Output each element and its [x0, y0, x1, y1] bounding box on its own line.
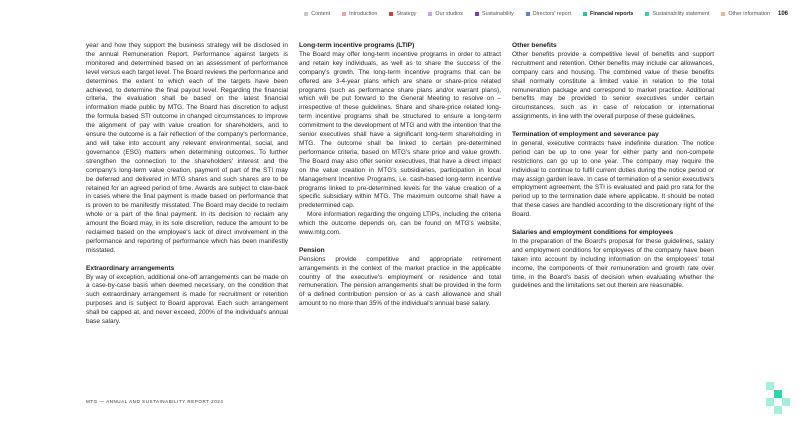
- nav-item-label: Content: [311, 11, 331, 17]
- paragraph-sti-continued: year and how they support the business strategy will be disclosed in the annual Remuneration Report. Performance against targets is monitored and determined based on an assessment of performance level versus each target level. The Board reviews the performance and determines the extent to which each of the targets have been achieved, to determine the final payout level. Regarding the financial criteria, the evaluation shall be based on the latest financial information made public by MTG. The Board has discretion to adjust the formula based STI outcome in changed circumstances to improve the alignment of pay with value creation for shareholders, and to ensure the outcome is a fair reflection of the company's performance, and will take into account any relevant environmental, social, and governance (ESG) matters when determining outcomes. To further strengthen the connection to the shareholders' interest and the company's long-term value creation, payment of part of the STI may be deferred and delivered in MTG shares and such shares are to be retained for an agreed period of time. Awards are subject to claw-back in cases where the final payment is made based on performance that is proven to be manifestly misstated. The Board may decide to reclaim whole or a part of the final payment. In its decision to reclaim any amount the Board may, in its sole discretion, reduce the amount to be reclaimed based on the employee's lack of direct involvement in the performance and reporting of performance which has been manifestly misstated.: [86, 42, 288, 254]
- nav-item-label: Introduction: [349, 11, 378, 17]
- text-column-2: [299, 42, 501, 309]
- nav-item-label: Directors' report: [532, 11, 571, 17]
- text-column-1: [86, 42, 288, 327]
- heading-ltip: Long-term incentive programs (LTIP): [299, 42, 415, 49]
- deco-square: [782, 398, 790, 406]
- nav-color-swatch: [304, 12, 308, 16]
- deco-square: [774, 390, 782, 398]
- nav-color-swatch: [645, 12, 649, 16]
- nav-item-label: Strategy: [396, 11, 417, 17]
- paragraph-ltip-more-info: More information regarding the ongoing LTIPs, including the criteria which the outcome depends on, can be found on MTG's website, www.mtg.com.: [299, 211, 501, 237]
- nav-color-swatch: [342, 12, 346, 16]
- nav-color-swatch: [475, 12, 479, 16]
- paragraph-pension: Pensions provide competitive and appropriate retirement arrangements in the context of the market practice in the applicable country of the executive's employment or residence and total remuneration. The pension arrangements shall be provided in the form of a defined contribution pension or as a cash allowance and shall amount to no more than 35% of the individual's annual base salary.: [299, 255, 501, 308]
- heading-salaries-employment: Salaries and employment conditions for employees: [512, 229, 674, 236]
- heading-termination: Termination of employment and severance pay: [512, 131, 659, 139]
- nav-item-introduction[interactable]: [342, 11, 377, 17]
- nav-item-directors-report[interactable]: [526, 11, 571, 17]
- top-navigation: [304, 11, 788, 17]
- paragraph-ltip: The Board may offer long-term incentive programs in order to attract and retain key individuals, as well as to share the success of the company's growth. The long-term incentive programs that can be offered are 3-4-year plans which are share or share-price related programs (such as performance share plans and/or warrant plans), which will be put forward to the General Meeting to resolve on – irrespective of these guidelines. Share and share-price related long-term incentive programs shall be structured to ensure a long-term commitment to the development of MTG and with the intention that the senior executives shall have a significant long-term shareholding in MTG. The outcome shall be linked to certain pre-determined performance criteria, based on MTG's share price and value growth. The Board may also offer senior executives, that have a direct impact on the value creation in MTG's subsidiaries, participation in local Management Incentive Programs, i.e. cash-based long-term incentive programs linked to pre-determined levels for the value creation of a specific subsidiary within MTG. The maximum outcome shall have a predetermined cap.: [299, 50, 501, 210]
- heading-extraordinary-arrangements: Extraordinary arrangements: [86, 264, 175, 272]
- nav-item-financial-reports[interactable]: [583, 11, 633, 17]
- nav-color-swatch: [389, 12, 393, 16]
- nav-item-other-information[interactable]: [721, 11, 770, 17]
- text-column-3: [512, 42, 714, 291]
- deco-square: [766, 398, 774, 406]
- deco-square: [766, 382, 774, 390]
- nav-item-sustainability-statement[interactable]: [645, 11, 709, 17]
- paragraph-other-benefits: Other benefits provide a competitive level of benefits and support recruitment and retention. Other benefits may include car allowances, company cars and housing. The combined value of these benefits shall normally constitute a limited value in relation to the total remuneration package and correspond to market practice. Additional benefits may be provided to senior executives under certain circumstances, such as in case of relocation or international assignments, in line with the overall purpose of these guidelines.: [512, 50, 714, 121]
- deco-square: [774, 406, 782, 414]
- nav-item-label: Our studios: [435, 11, 463, 17]
- page-footer: MTG — ANNUAL AND SUSTAINABILITY REPORT 2024: [86, 399, 224, 404]
- nav-item-strategy[interactable]: [389, 11, 416, 17]
- nav-color-swatch: [583, 12, 587, 16]
- nav-item-our-studios[interactable]: [428, 11, 463, 17]
- nav-item-sustainability[interactable]: [475, 11, 514, 17]
- paragraph-extraordinary-arrangements: By way of exception, additional one-off arrangements can be made on a case-by-case basis when deemed necessary, on the condition that such extraordinary arrangement is made for recruitment or retention purposes and is subject to Board approval. Each such arrangement shall be capped at, and never exceed, 200% of the individual's annual base salary.: [86, 273, 288, 326]
- nav-item-label: Sustainability statement: [652, 11, 710, 17]
- page-number: 106: [777, 11, 788, 17]
- nav-item-label: Financial reports: [589, 11, 634, 17]
- heading-pension: Pension: [299, 246, 325, 254]
- nav-color-swatch: [721, 12, 725, 16]
- nav-item-label: Other information: [728, 11, 770, 17]
- nav-item-label: Sustainability: [482, 11, 514, 17]
- heading-other-benefits: Other benefits: [512, 42, 557, 49]
- paragraph-termination: In general, executive contracts have indefinite duration. The notice period can be up to one year for either party and non-compete restrictions can go up to one year. The company may require the individual to continue to fulfil current duties during the notice period or may assign garden leave. In case of termination of a senior executive's employment agreement, the STI is evaluated and paid pro rata for the period up to the termination date where applicable. It should be noted that these cases are handled according to the discretionary right of the Board.: [512, 139, 714, 219]
- paragraph-salaries-employment: In the preparation of the Board's proposal for these guidelines, salary and employment conditions for employees of the company have been taken into account by including information on the employees' total income, the components of their remuneration and growth rate over time, in the Board's basis of decision when evaluating whether the guidelines and the limitations set out therein are reasonable.: [512, 237, 714, 290]
- nav-color-swatch: [428, 12, 432, 16]
- nav-color-swatch: [526, 12, 530, 16]
- decorative-squares-graphic: [766, 382, 792, 416]
- nav-item-content[interactable]: [304, 11, 330, 17]
